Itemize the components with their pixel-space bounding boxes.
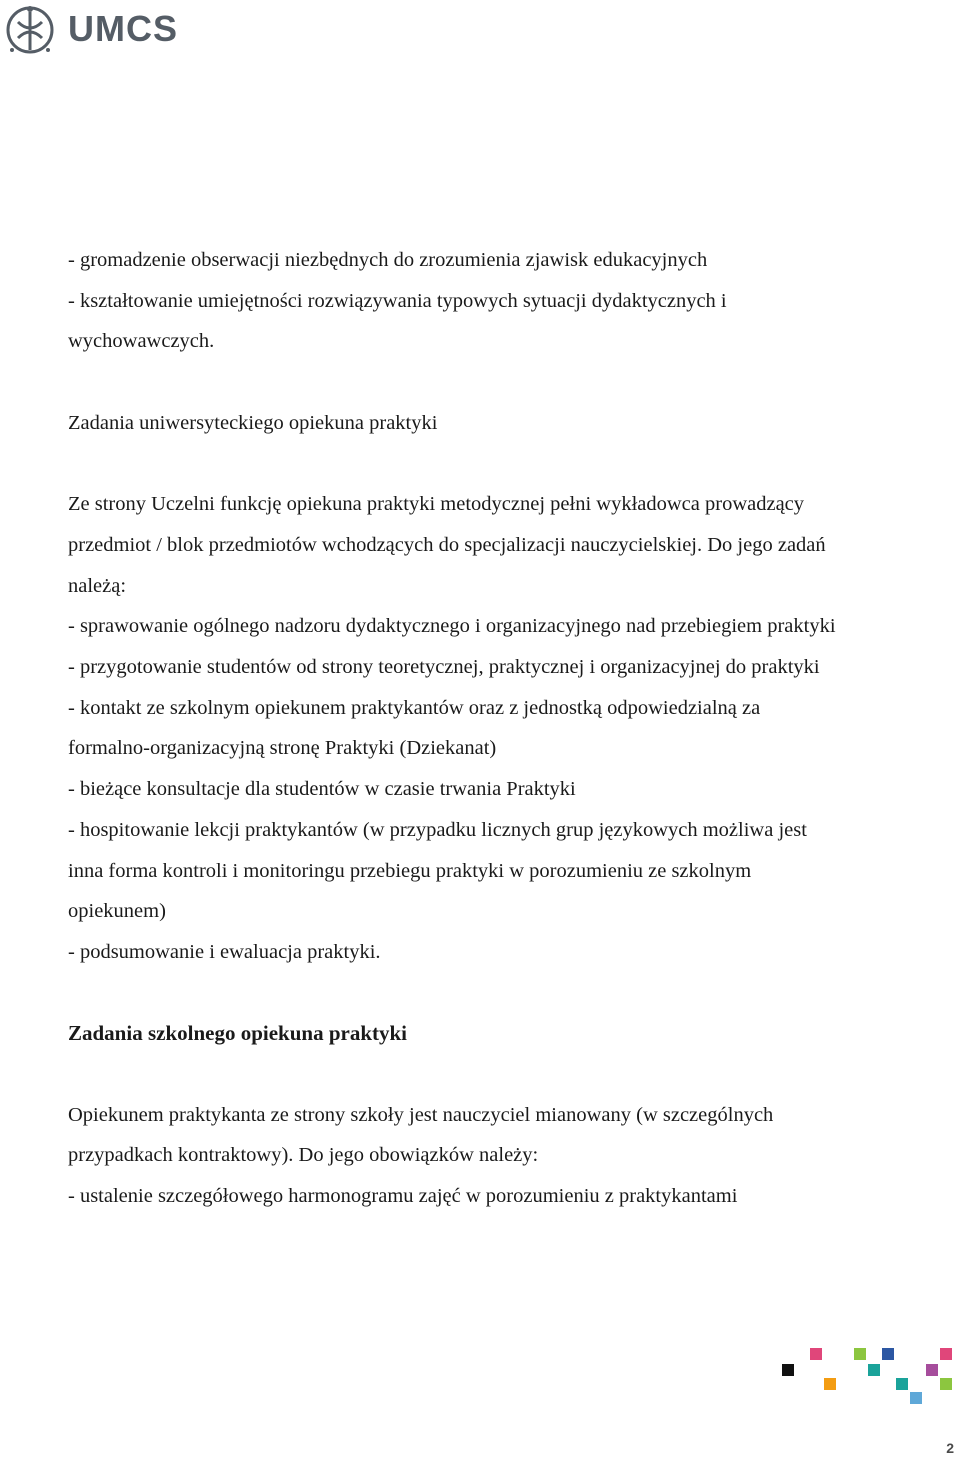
- text-line: - gromadzenie obserwacji niezbędnych do zrozumienia zjawisk edukacyjnych: [68, 249, 708, 271]
- section-heading-school: Zadania szkolnego opiekuna praktyki: [68, 1021, 408, 1046]
- section-heading-university: Zadania uniwersyteckiego opiekuna praktyki: [68, 411, 438, 434]
- decorative-squares-icon: [780, 1346, 960, 1410]
- logo-text: UMCS: [68, 8, 178, 49]
- umcs-logo: [0, 0, 178, 64]
- list-item: - sprawowanie ogólnego nadzoru dydaktycznego i organizacyjnego nad przebiegiem praktyki: [68, 615, 836, 638]
- text-line: należą:: [68, 574, 127, 597]
- list-item: formalno-organizacyjną stronę Praktyki (Dziekanat): [68, 737, 497, 760]
- text-line: Ze strony Uczelni funkcję opiekuna praktyki metodycznej pełni wykładowca prowadzący: [68, 493, 805, 516]
- text-line: przedmiot / blok przedmiotów wchodzących do specjalizacji nauczycielskiej. Do jego zadań: [68, 533, 826, 556]
- list-item: - hospitowanie lekcji praktykantów (w przypadku licznych grup językowych możliwa jest: [68, 818, 807, 841]
- document-body: [68, 240, 948, 1217]
- text-line: - kształtowanie umiejętności rozwiązywania typowych sytuacji dydaktycznych i: [68, 289, 727, 312]
- list-item: - podsumowanie i ewaluacja praktyki.: [68, 940, 381, 963]
- list-item: inna forma kontroli i monitoringu przebiegu praktyki w porozumieniu ze szkolnym: [68, 859, 752, 882]
- page-number: 2: [946, 1440, 954, 1456]
- list-item: - bieżące konsultacje dla studentów w czasie trwania Praktyki: [68, 778, 576, 801]
- list-item: - ustalenie szczegółowego harmonogramu zajęć w porozumieniu z praktykantami: [68, 1185, 738, 1208]
- list-item: - kontakt ze szkolnym opiekunem praktykantów oraz z jednostką odpowiedzialną za: [68, 696, 761, 719]
- list-item: - przygotowanie studentów od strony teoretycznej, praktycznej i organizacyjnej do praktyki: [68, 656, 820, 678]
- text-line: wychowawczych.: [68, 330, 215, 353]
- list-item: opiekunem): [68, 900, 166, 923]
- text-line: przypadkach kontraktowy). Do jego obowiązków należy:: [68, 1144, 539, 1167]
- text-line: Opiekunem praktykanta ze strony szkoły jest nauczyciel mianowany (w szczególnych: [68, 1103, 774, 1126]
- umcs-crest-icon: [0, 0, 64, 64]
